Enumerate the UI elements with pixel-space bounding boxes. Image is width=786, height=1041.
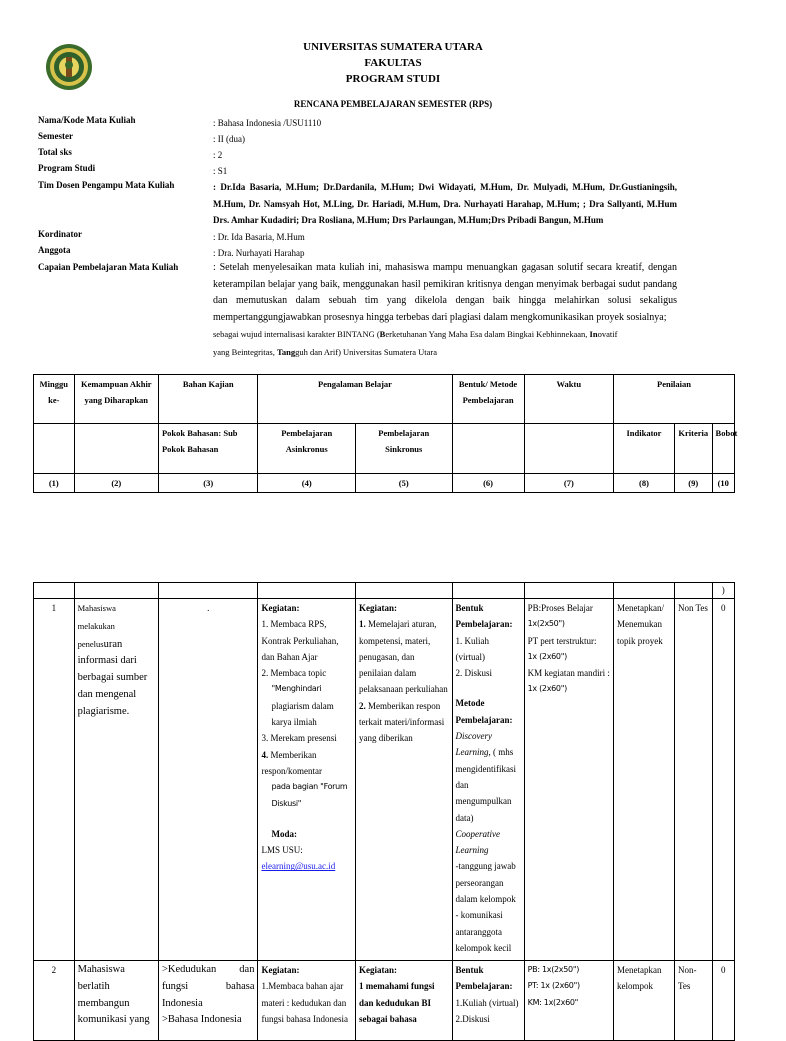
- row1-asinkronus: Kegiatan: 1. Membaca RPS, Kontrak Perkuliahan, dan Bahan Ajar 2. Membaca topic "Menghindari plagiarism dalam karya ilmiah 3. Merekam presensi 4. Memberikan respon/komentar pada bagian "Forum Diskusi" Moda: LMS USU: elearning@usu.ac.id: [258, 599, 356, 961]
- row2-minggu: 2: [34, 961, 75, 1041]
- row1-bentuk-metode: Bentuk Pembelajaran: 1. Kuliah (virtual) 2. Diskusi Metode Pembelajaran: Discovery Learning, ( mhs mengidentifikasi dan mengumpulkan data) Cooperative Learning -tanggung jawab perseorangan dalam kelompok - komunikasi antaranggota kelompok kecil: [452, 599, 524, 961]
- row1-bahan-kajian: .: [158, 599, 258, 961]
- cpmk-text: : Setelah menyelesaikan mata kuliah ini, mahasiswa mampu menuangkan gagasan solutif secara kreatif, dengan keterampilan belajar yang baik, menggunakan hasil pemikiran kritisnya dengan menyimak berbagai sudut pandang dan memutuskan dalam sebuah tim yang dikelola dengan baik hingga melahirkan solusi sekaligus mempertanggungjawabkan prosesnya hingga terbebas dari plagiasi dalam mengkomunikasikan proyek sosialnya;: [213, 262, 677, 323]
- value-koordinator: : Dr. Ida Basaria, M.Hum: [213, 232, 305, 242]
- value-capaian-pembelajaran: [213, 260, 677, 361]
- col-pokok-bahasan: Pokok Bahasan: Sub Pokok Bahasan: [158, 424, 258, 474]
- cpmk-bintang-line-1: sebagai wujud internalisasi karakter BINTANG (Berketuhanan Yang Maha Esa dalam Bingkai Kebhinnekaan, Inovatif: [213, 329, 618, 339]
- row1-waktu: PB:Proses Belajar 1x(2x50") PT pert terstruktur: 1x (2x60") KM kegiatan mandiri : 1x (2x60"): [524, 599, 613, 961]
- col-sinkronus: Pembelajaran Sinkronus: [356, 424, 453, 474]
- column-number-5: (5): [356, 474, 453, 493]
- faculty-name: FAKULTAS: [364, 57, 422, 69]
- col-asinkronus: Pembelajaran Asinkronus: [258, 424, 356, 474]
- row2-waktu: PB: 1x(2x50") PT: 1x (2x60") KM: 1x(2x60": [524, 961, 613, 1041]
- row1-minggu: 1: [34, 599, 75, 961]
- col-kemampuan: Kemampuan Akhir yang Diharapkan: [74, 375, 158, 424]
- column-number-3: (3): [158, 474, 258, 493]
- col-bentuk-metode: Bentuk/ Metode Pembelajaran: [452, 375, 524, 424]
- value-program-studi: : S1: [213, 166, 228, 176]
- column-number-6: (6): [452, 474, 524, 493]
- label-semester: Semester: [38, 131, 73, 141]
- column-number-10: (10: [712, 474, 734, 493]
- column-number-1: (1): [34, 474, 75, 493]
- cpmk-bintang-line-2: yang Beintegritas, Tangguh dan Arif) Universitas Sumatera Utara: [213, 346, 437, 357]
- program-name: PROGRAM STUDI: [345, 73, 441, 85]
- label-program-studi: Program Studi: [38, 163, 96, 173]
- elearning-link[interactable]: elearning@usu.ac.id: [261, 861, 336, 872]
- row2-bahan-kajian: >Kedudukan dan fungsi bahasa Indonesia >Bahasa Indonesia: [158, 961, 258, 1041]
- row1-kemampuan: Mahasiswa melakukan penelusuran informasi dari berbagai sumber dan mengenal plagiarisme.: [74, 599, 158, 961]
- col-kriteria: Kriteria: [674, 424, 712, 474]
- col-pengalaman-belajar: Pengalaman Belajar: [258, 375, 452, 424]
- value-semester: : II (dua): [213, 134, 245, 144]
- row2-bobot: 0: [712, 961, 734, 1041]
- label-koordinator: Kordinator: [38, 229, 82, 239]
- column-number-8: (8): [614, 474, 675, 493]
- rps-header-table: [33, 374, 738, 493]
- col-penilaian: Penilaian: [614, 375, 735, 424]
- col-bobot: Bobot: [712, 424, 734, 474]
- row2-sinkronus: Kegiatan: 1 memahami fungsi dan kedudukan BI sebagai bahasa: [356, 961, 453, 1041]
- col-waktu: Waktu: [524, 375, 613, 424]
- col-bahan-kajian: Bahan Kajian: [158, 375, 258, 424]
- column-number-4: (4): [258, 474, 356, 493]
- label-kode-mata-kuliah: Nama/Kode Mata Kuliah: [38, 115, 136, 125]
- row1-bobot: 0: [712, 599, 734, 961]
- document-title: RENCANA PEMBELAJARAN SEMESTER (RPS): [293, 99, 493, 109]
- column-number-row: [34, 474, 735, 493]
- column-number-9: (9): [674, 474, 712, 493]
- value-total-sks: : 2: [213, 150, 223, 160]
- value-anggota: : Dra. Nurhayati Harahap: [213, 248, 305, 258]
- university-name: UNIVERSITAS SUMATERA UTARA: [303, 41, 483, 53]
- label-tim-dosen: Tim Dosen Pengampu Mata Kuliah: [38, 180, 175, 190]
- label-anggota: Anggota: [38, 245, 71, 255]
- row1-sinkronus: Kegiatan: 1. Memelajari aturan, kompetensi, materi, penugasan, dan penilaian dalam pelaksanaan perkuliahan 2. Memberikan respon terkait materi/informasi yang diberikan: [356, 599, 453, 961]
- continuation-mark: ): [712, 583, 734, 599]
- column-number-7: (7): [524, 474, 613, 493]
- value-kode-mata-kuliah: : Bahasa Indonesia /USU1110: [213, 118, 322, 128]
- row2-indikator: Menetapkan kelompok: [614, 961, 675, 1041]
- row1-kriteria: Non Tes: [674, 599, 712, 961]
- row2-bentuk-metode: Bentuk Pembelajaran: 1.Kuliah (virtual) 2.Diskusi: [452, 961, 524, 1041]
- value-tim-dosen: : Dr.Ida Basaria, M.Hum; Dr.Dardanila, M.Hum; Dwi Widayati, M.Hum, Dr. Mulyadi, M.Hum, Dr.Gustianingsih, M.Hum, Dr. Namsyah Hot, M.Ling, Dr. Hariadi, M.Hum, Dra. Nurhayati Harahap, M.Hum; ; Dra Sallyanti, M.Hum Drs. Amhar Kudadiri; Dra Rosliana, M.Hum; Drs Parlaungan, M.Hum;Drs Pribadi Bangun, M.Hum: [213, 182, 677, 225]
- column-number-2: (2): [74, 474, 158, 493]
- col-indikator: Indikator: [614, 424, 675, 474]
- table-row: [34, 599, 735, 961]
- label-capaian-pembelajaran: Capaian Pembelajaran Mata Kuliah: [38, 262, 179, 272]
- row2-kemampuan: Mahasiswa berlatih membangun komunikasi yang: [74, 961, 158, 1041]
- label-total-sks: Total sks: [38, 147, 72, 157]
- row2-asinkronus: Kegiatan: 1.Membaca bahan ajar materi : kedudukan dan fungsi bahasa Indonesia: [258, 961, 356, 1041]
- table-row: [34, 961, 735, 1041]
- col-minggu: Minggu ke-: [34, 375, 75, 424]
- row2-kriteria: Non-Tes: [674, 961, 712, 1041]
- row1-indikator: Menetapkan/ Menemukan topik proyek: [614, 599, 675, 961]
- rps-body-table: [33, 582, 735, 1041]
